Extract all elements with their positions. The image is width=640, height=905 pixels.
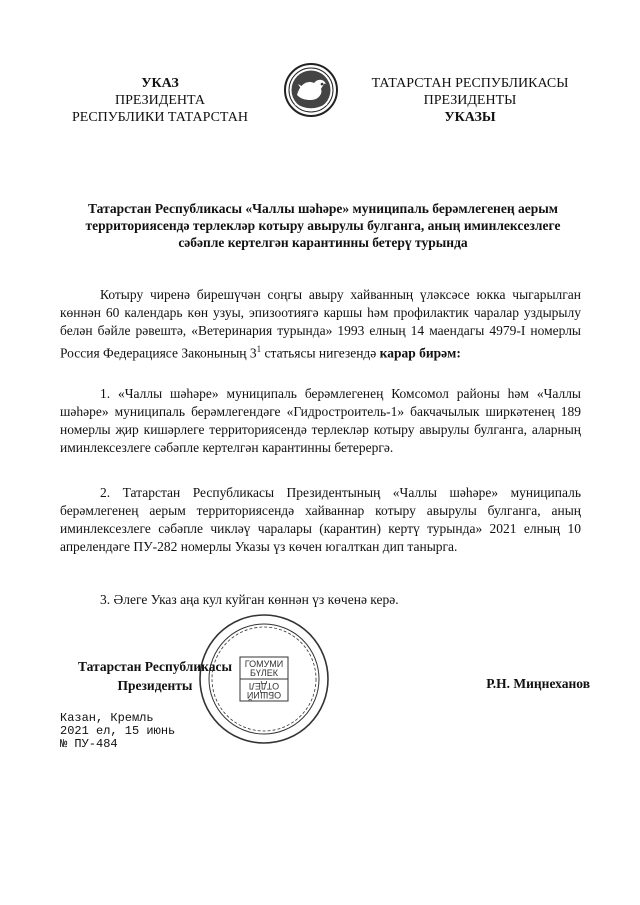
place-date-number — [60, 712, 175, 751]
preamble-text-b: статьясы нигезендә — [261, 345, 380, 361]
decree-item-3: 3. Әлеге Указ аңа кул куйган көннән үз көченә керә. — [100, 592, 399, 607]
preamble-text-a: Котыру чиренә бирешүчән соңгы авыру хайванның үләксәсе юкка чыгарылган көннән 60 календарь көн узуы, эпизоотиягә каршы һәм профилактик чаралар уздырылу белән бәйле рәвештә, «Ветеринария турында» 1993 елның 14 маендагы 4979-I номерлы Россия Федерациясе Законының 3 — [60, 287, 581, 361]
header-tt-line-1: ТАТАРСТАН РЕСПУБЛИКАСЫ — [371, 76, 569, 91]
decree-item-2: 2. Татарстан Республикасы Президентының «Чаллы шәһәре» муниципаль берәмлегенең аерым территориясендә хайваннар котыру авырулы булганга, аның иминлексезлеге сәбәпле чикләү чаралары (карантин) кертү турында» 2021 елның 10 апрелендәге ПУ-282 номерлы Указы үз көчен югалткан дип танырга. — [60, 485, 581, 554]
stamp-line-4: ОБЩИЙ — [246, 690, 282, 700]
header-ru-line-3: РЕСПУБЛИКИ ТАТАРСТАН — [71, 110, 248, 125]
header-tt-line-2: ПРЕЗИДЕНТЫ — [423, 93, 517, 108]
signature-name: Р.Н. Миңнеханов — [486, 676, 590, 691]
place-line-1: Казан, Кремль — [60, 711, 154, 725]
decree-item-1: 1. «Чаллы шәһәре» муниципаль берәмлегенең Комсомол районы һәм «Чаллы шәһәре» муниципаль берәмлегендәге «Гидростроитель-1» бакчачылык ширкәтенең 189 номерлы җир кишәрлеге территориясендә терлекләр котыру авырулы булганга, аларның иминлексезлеге сәбәпле кертелгән карантинны бетерергә. — [60, 386, 581, 455]
preamble — [60, 286, 581, 363]
signature-position-line-2: Президенты — [117, 678, 193, 693]
preamble-decree-word: карар бирәм: — [379, 345, 461, 361]
header-tt — [340, 75, 600, 126]
coat-of-arms-icon — [283, 62, 339, 118]
stamp-line-1: ГОМУМИ — [244, 659, 284, 669]
header-ru — [40, 75, 280, 126]
place-line-3: № ПУ-484 — [60, 737, 118, 751]
header-tt-line-3: УКАЗЫ — [444, 110, 496, 125]
preamble-superscript: 1 — [256, 344, 262, 354]
signature-position — [60, 657, 250, 695]
place-line-2: 2021 ел, 15 июнь — [60, 724, 176, 738]
stamp-line-3: ОТДЕЛ — [248, 681, 280, 691]
header-ru-line-2: ПРЕЗИДЕНТА — [115, 93, 205, 108]
decree-title: Татарстан Республикасы «Чаллы шәһәре» муниципаль берәмлегенең аерым территориясендә терлекләр котыру авырулы булганга, аның иминлексезлеге сәбәпле кертелгән карантинны бетерү турында — [85, 201, 561, 250]
stamp-line-2: БҮЛЕК — [249, 668, 279, 678]
header-ru-line-1: УКАЗ — [141, 76, 179, 91]
signature-position-line-1: Татарстан Республикасы — [77, 659, 232, 674]
